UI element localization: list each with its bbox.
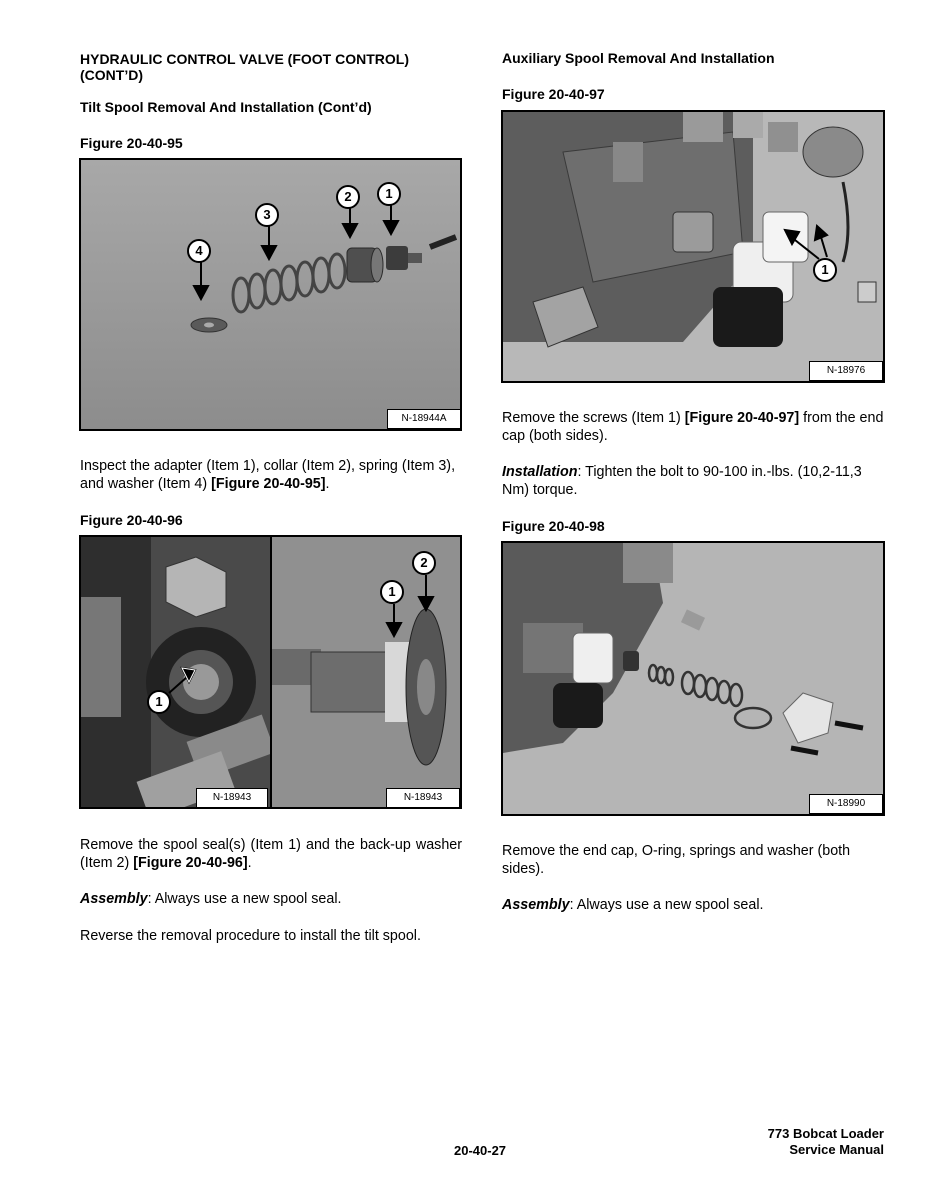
subsection-title-tilt-spool: Tilt Spool Removal And Installation (Cont’d) bbox=[80, 99, 372, 115]
callout-2: 2 bbox=[336, 185, 360, 209]
figure-tag: N-18990 bbox=[809, 794, 883, 814]
figure-label-95: Figure 20-40-95 bbox=[80, 135, 183, 151]
figure-tag: N-18944A bbox=[387, 409, 461, 429]
callout-4: 4 bbox=[187, 239, 211, 263]
remove-screws-paragraph: Remove the screws (Item 1) [Figure 20-40-97] from the end cap (both sides). bbox=[502, 410, 884, 444]
installation-note: Installation: Tighten the bolt to 90-100 in.-lbs. (10,2-11,3 Nm) torque. bbox=[502, 464, 862, 498]
page-number: 20-40-27 bbox=[454, 1143, 507, 1158]
inspect-paragraph: Inspect the adapter (Item 1), collar (Item 2), spring (Item 3), and washer (Item 4) [Figure 20-40-95]. bbox=[80, 458, 456, 492]
figure-tag-right: N-18943 bbox=[386, 788, 460, 808]
reverse-procedure-paragraph: Reverse the removal procedure to install the tilt spool. bbox=[80, 928, 421, 944]
subsection-title-auxiliary-spool: Auxiliary Spool Removal And Installation bbox=[502, 50, 775, 66]
assembly-label: Assembly bbox=[80, 891, 148, 907]
installation-label: Installation bbox=[502, 464, 578, 480]
manual-title bbox=[768, 1126, 884, 1158]
figure-ref: [Figure 20-40-97] bbox=[684, 410, 800, 426]
callout-2-right: 2 bbox=[412, 551, 436, 575]
figure-20-40-96 bbox=[79, 535, 462, 809]
figure-tag-left: N-18943 bbox=[196, 788, 268, 808]
assembly-note-left: Assembly: Always use a new spool seal. bbox=[80, 891, 342, 907]
figure-20-40-95 bbox=[79, 158, 462, 431]
assembly-label: Assembly bbox=[502, 897, 570, 913]
callout-1: 1 bbox=[377, 182, 401, 206]
manual-title-line2: Service Manual bbox=[789, 1142, 884, 1157]
figure-tag: N-18976 bbox=[809, 361, 883, 381]
assembly-note-right: Assembly: Always use a new spool seal. bbox=[502, 897, 764, 913]
figure-20-40-97 bbox=[501, 110, 885, 383]
remove-endcap-paragraph: Remove the end cap, O-ring, springs and washer (both sides). bbox=[502, 843, 851, 877]
figure-label-96: Figure 20-40-96 bbox=[80, 512, 183, 528]
figure-98-photo bbox=[503, 543, 885, 816]
callout-1-right: 1 bbox=[380, 580, 404, 604]
figure-20-40-98 bbox=[501, 541, 885, 816]
section-title: HYDRAULIC CONTROL VALVE (FOOT CONTROL) (CONT’D) bbox=[80, 51, 409, 83]
manual-title-line1: 773 Bobcat Loader bbox=[767, 1126, 884, 1141]
remove-seal-paragraph: Remove the spool seal(s) (Item 1) and the back-up washer (Item 2) [Figure 20-40-96]. bbox=[80, 837, 462, 871]
callout-1-left: 1 bbox=[147, 690, 171, 714]
figure-ref: [Figure 20-40-96] bbox=[133, 855, 248, 871]
callout-arrows bbox=[81, 160, 462, 431]
callout-1: 1 bbox=[813, 258, 837, 282]
figure-label-97: Figure 20-40-97 bbox=[502, 86, 605, 102]
callout-arrows bbox=[81, 537, 462, 809]
figure-label-98: Figure 20-40-98 bbox=[502, 518, 605, 534]
figure-ref: [Figure 20-40-95] bbox=[211, 476, 326, 492]
callout-3: 3 bbox=[255, 203, 279, 227]
callout-arrows bbox=[503, 112, 885, 383]
